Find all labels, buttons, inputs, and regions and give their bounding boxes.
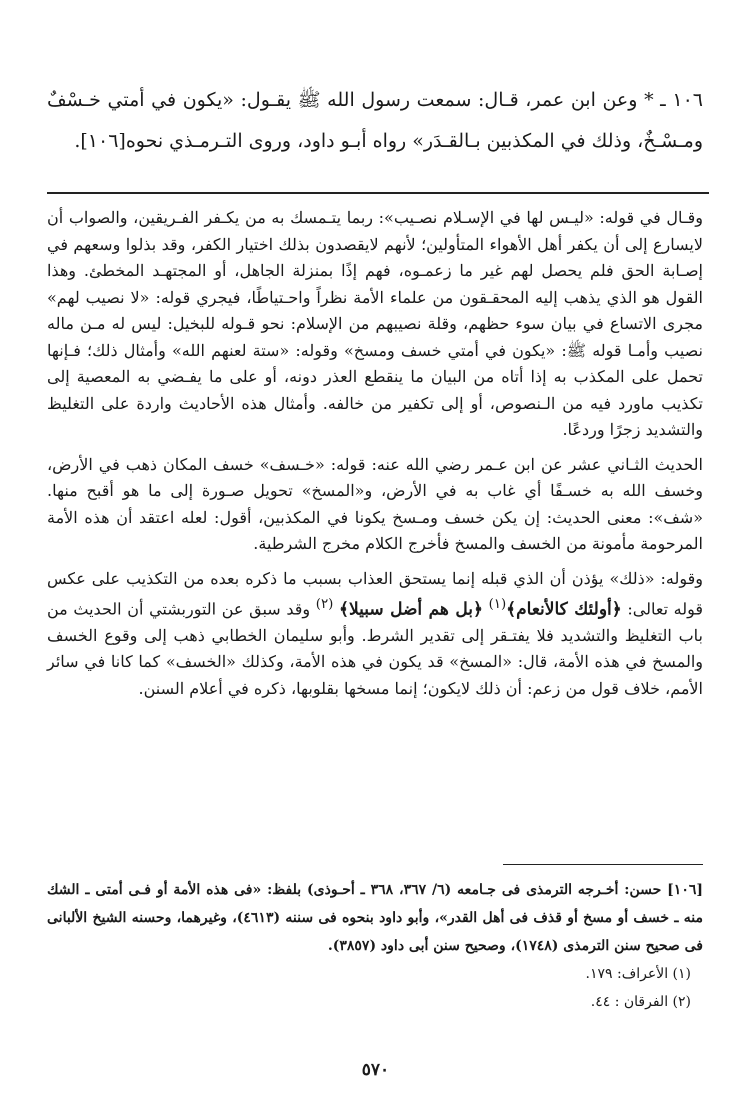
commentary-paragraph-1: وقـال في قوله: «ليـس لها في الإسـلام نصـيب»: ربما يتـمسك به من يكـفر الفـريقين، والصواب أن لايسارع إلى أن يكفر أهل الأهواء المتأولين؛ لأنهم لايقصدون بذلك اختيار الكفر، وقد بذلوا وسعهم في إصـابة الحق فلم يحصل لهم غير ما زعمـوه، فهم إذًا بمنزلة الجاهل، أو المجتهـد المخطئ. وهذا القول هو الذي يذهب إليه المحقـقون من علماء الأمة نظراً واحـتياطًا، فيجري قوله: «لا نصيب لهم» مجرى الاتساع في بيان سوء حظهم، وقلة نصيبهم من الإسلام: نحو قـوله للبخيل: ليس له مـن ماله نصيب وأمـا قوله ﷺ: «يكون في أمتي خسف ومسخ» وقوله: «ستة لعنهم الله» وأمثال ذلك؛ فـإنها تحمل على المكذب به إذا أتاه من البيان ما ينقطع العذر دونه، أو على ما يفـضي به المعصية إلى تكذيب ماورد فيه من الـنصوص، أو إلى تكفير من خالفه. وأمثال هذه الأحاديث واردة على التغليظ والتشديد زجرًا وردعًا.: [47, 208, 704, 439]
commentary-text: وقد سبق عن التوربشتي أن الحديث من باب التغليظ والتشديد فلا يفتـقر إلى تقدير الشرط. وأبو سليمان الخطابي ذهب إلى وقوع الخسف والمسخ في هذه الأمة، قال: «المسخ» قد يكون في هذه الأمة، وكذلك «الخسف» كما كانا في سائر الأمم، خلاف قول من زعم: أن ذلك لايكون؛ إنما مسخها بقلوبها، ذكره في أعلام السنن.: [47, 599, 704, 698]
page-number: ٥٧٠: [361, 1060, 390, 1080]
footnotes: [47, 876, 703, 1016]
quran-verse: ﴿أولئك كالأنعام﴾: [506, 599, 622, 620]
commentary-paragraph-2: الحديث الثـاني عشر عن ابن عـمر رضي الله عنه: قوله: «خـسف» خسف المكان ذهب في الأرض، وخسف الله به خسـفًا أي غاب به في الأرض، و«المسخ» تحويل صـورة إلى ما هو أقبح منها. «شف»: معنى الحديث: إن يكن خسف ومـسخ يكونا في المكذبين، أقول: لعله اعتقد أن هذه الأمة المرحومة مأمونة من الخسف والمسخ فأخرج الكلام مخرج الشرطية.: [47, 454, 704, 553]
hadith-divider: [47, 192, 709, 194]
footnote-1: (١) الأعراف: ١٧٩.: [585, 966, 691, 982]
footnote-reference: (١): [488, 597, 507, 612]
commentary-paragraph-3: [47, 566, 703, 703]
footnote-divider: [503, 864, 703, 865]
footnote-2: (٢) الفرقان : ٤٤.: [590, 994, 691, 1010]
footnote-reference: (٢): [315, 597, 334, 612]
commentary-text: وقوله: «ذلك» يؤذن أن الذي قبله إنما يستحق العذاب بسبب ما ذكره بعده من التكذيب على عكس قوله تعالى:: [47, 568, 704, 619]
footnote-main: [١٠٦] حسن: أخـرجه الترمذى فى جـامعه (٦/ ٣٦٧، ٣٦٨ ـ أحـوذى) بلفظ: «فى هذه الأمة أو فـى أمتى ـ الشك منه ـ خسف أو مسخ أو قذف فى أهل القدر»، وأبو داود بنحوه فى سننه (٤٦١٣)، وغيرهما، وحسنه الشيخ الألبانى فى صحيح سنن الترمذى (١٧٤٨)، وصحيح سنن أبى داود (٣٨٥٧).: [47, 882, 703, 954]
commentary: [47, 205, 703, 710]
hadith-text: ١٠٦ ـ * وعن ابن عمر، قـال: سمعت رسول الله ﷺ يقـول: «يكون في أمتي خـسْفٌ ومـسْـخٌ، وذلك في المكذبين بـالقـدَر» رواه أبـو داود، وروى التـرمـذي نحوه[١٠٦].: [47, 89, 703, 152]
quran-verse: ﴿بل هم أضل سبيلا﴾: [339, 599, 483, 620]
